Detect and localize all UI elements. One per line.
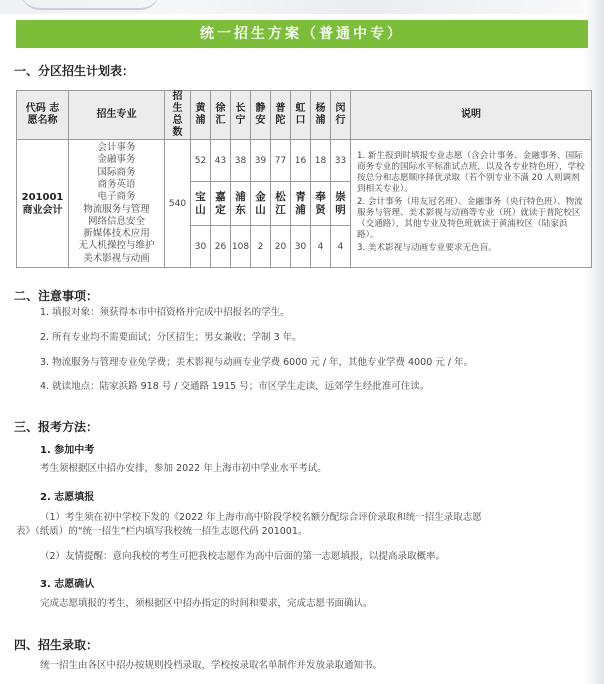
notice-item: 1. 填报对象：须获得本市中招资格并完成中招报名的学生。: [40, 307, 290, 318]
major-item: 网络信息安全: [87, 215, 145, 227]
confirmation-text: 完成志愿填报的考生，须根据区中招办指定的时间和要求，完成志愿书面确认。: [40, 598, 373, 609]
top-decoration: [0, 0, 604, 14]
major-item: 金融事务: [97, 154, 136, 166]
quota-cell: 43: [211, 140, 231, 182]
page-banner: 统一招生方案（普通中专）: [16, 20, 588, 48]
quota-cell: 18: [311, 140, 331, 182]
header-total: 招生总数: [165, 91, 191, 140]
table-row: [17, 140, 592, 182]
quota-cell: 108: [231, 226, 251, 268]
district-header: 金山: [251, 182, 271, 226]
notice-item: 4. 就读地点：陆家浜路 918 号 / 交通路 1915 号；市区学生走读，远郊学生经批准可住读。: [40, 381, 430, 392]
quota-cell: 52: [191, 140, 211, 182]
district-header: 静安: [251, 91, 271, 140]
district-header: 普陀: [271, 91, 291, 140]
subheading-confirmation: 3. 志愿确认: [40, 579, 95, 590]
header-notes: 说明: [351, 91, 592, 140]
district-header: 奉贤: [311, 182, 331, 226]
notice-item: 2. 所有专业均不需要面试；分区招生；男女兼收；学制 3 年。: [40, 332, 302, 343]
major-item: 新媒体技术应用: [83, 228, 150, 240]
exam-text: 考生须根据区中招办安排，参加 2022 年上海市初中学业水平考试。: [40, 463, 327, 474]
note-item: 3. 美术影视与动画专业要求无色盲。: [357, 243, 497, 253]
section1-title: 一、分区招生计划表：: [14, 64, 135, 78]
table-header-row: [17, 91, 592, 140]
district-header: 长宁: [231, 91, 251, 140]
quota-cell: 38: [231, 140, 251, 182]
quota-cell: 2: [251, 226, 271, 268]
note-item: 2. 会计事务（用友冠名班）、金融事务（央行特色班）、物流服务与管理、美术影视与动画等专业（班）就读于普陀校区（交通路），其他专业及特色班就读于黄浦校区（陆家浜路）。: [357, 197, 583, 240]
quota-cell: 33: [331, 140, 351, 182]
admission-text: 统一招生由各区中招办按规则投档录取，学校按录取名单制作并发放录取通知书。: [40, 660, 383, 671]
majors-cell: [69, 140, 165, 268]
district-header: 黄浦: [191, 91, 211, 140]
program-name: 商业会计: [22, 204, 63, 216]
note-item: 1. 新生报到时填报专业志愿（含会计事务、金融事务、国际商务专业的国际水平标准试点班，以及各专业特色班），学校按总分和志愿顺序择优录取（若个别专业不满 20 人则调剂到相关专业）。: [357, 151, 585, 194]
notes-cell: [351, 140, 592, 268]
major-item: 会计事务: [97, 142, 136, 154]
application-text-1a: （1）考生须在初中学校下发的《2022 年上海市高中阶段学校名额分配综合评价录取和统一招生录取志愿: [40, 512, 482, 523]
district-header: 闵行: [331, 91, 351, 140]
district-header: 宝山: [191, 182, 211, 226]
district-header: 杨浦: [311, 91, 331, 140]
district-header: 青浦: [291, 182, 311, 226]
quota-cell: 30: [291, 226, 311, 268]
quota-cell: 77: [271, 140, 291, 182]
section3-title: 三、报考方法：: [14, 420, 99, 434]
application-text-1b: 表》（纸质）的“统一招生”栏内填写我校统一招生志愿代码 201001。: [16, 526, 308, 537]
district-header: 松江: [271, 182, 291, 226]
subheading-application: 2. 志愿填报: [40, 492, 95, 503]
subheading-exam: 1. 参加中考: [40, 445, 95, 456]
header-code: 代码 志愿名称: [17, 91, 69, 140]
quota-cell: 16: [291, 140, 311, 182]
major-item: 商务英语: [97, 178, 136, 190]
major-item: 物流服务与管理: [83, 203, 150, 215]
quota-cell: 30: [191, 226, 211, 268]
district-header: 嘉定: [211, 182, 231, 226]
quota-cell: 20: [271, 226, 291, 268]
major-item: 国际商务: [97, 166, 136, 178]
major-item: 无人机操控与维护: [78, 240, 155, 252]
quota-cell: 4: [331, 226, 351, 268]
enrollment-plan-table: [16, 90, 592, 268]
section2-title: 二、注意事项：: [14, 289, 99, 303]
program-code: 201001: [21, 191, 64, 203]
quota-cell: 26: [211, 226, 231, 268]
section4-title: 四、招生录取：: [14, 638, 99, 652]
application-text-2: （2）友情提醒：意向我校的考生可把我校志愿作为高中后面的第一志愿填报，以提高录取概率。: [40, 551, 446, 562]
notice-item: 3. 物流服务与管理专业免学费；美术影视与动画专业学费 6000 元 / 年，其他专业学费 4000 元 / 年。: [40, 357, 473, 368]
major-item: 美术影视与动画: [83, 252, 150, 264]
district-header: 浦东: [231, 182, 251, 226]
program-code-cell: [17, 140, 69, 268]
header-major: 招生专业: [69, 91, 165, 140]
quota-cell: 4: [311, 226, 331, 268]
quota-cell: 39: [251, 140, 271, 182]
total-quota: 540: [165, 140, 191, 268]
district-header: 徐汇: [211, 91, 231, 140]
district-header: 崇明: [331, 182, 351, 226]
major-item: 电子商务: [97, 191, 136, 203]
district-header: 虹口: [291, 91, 311, 140]
